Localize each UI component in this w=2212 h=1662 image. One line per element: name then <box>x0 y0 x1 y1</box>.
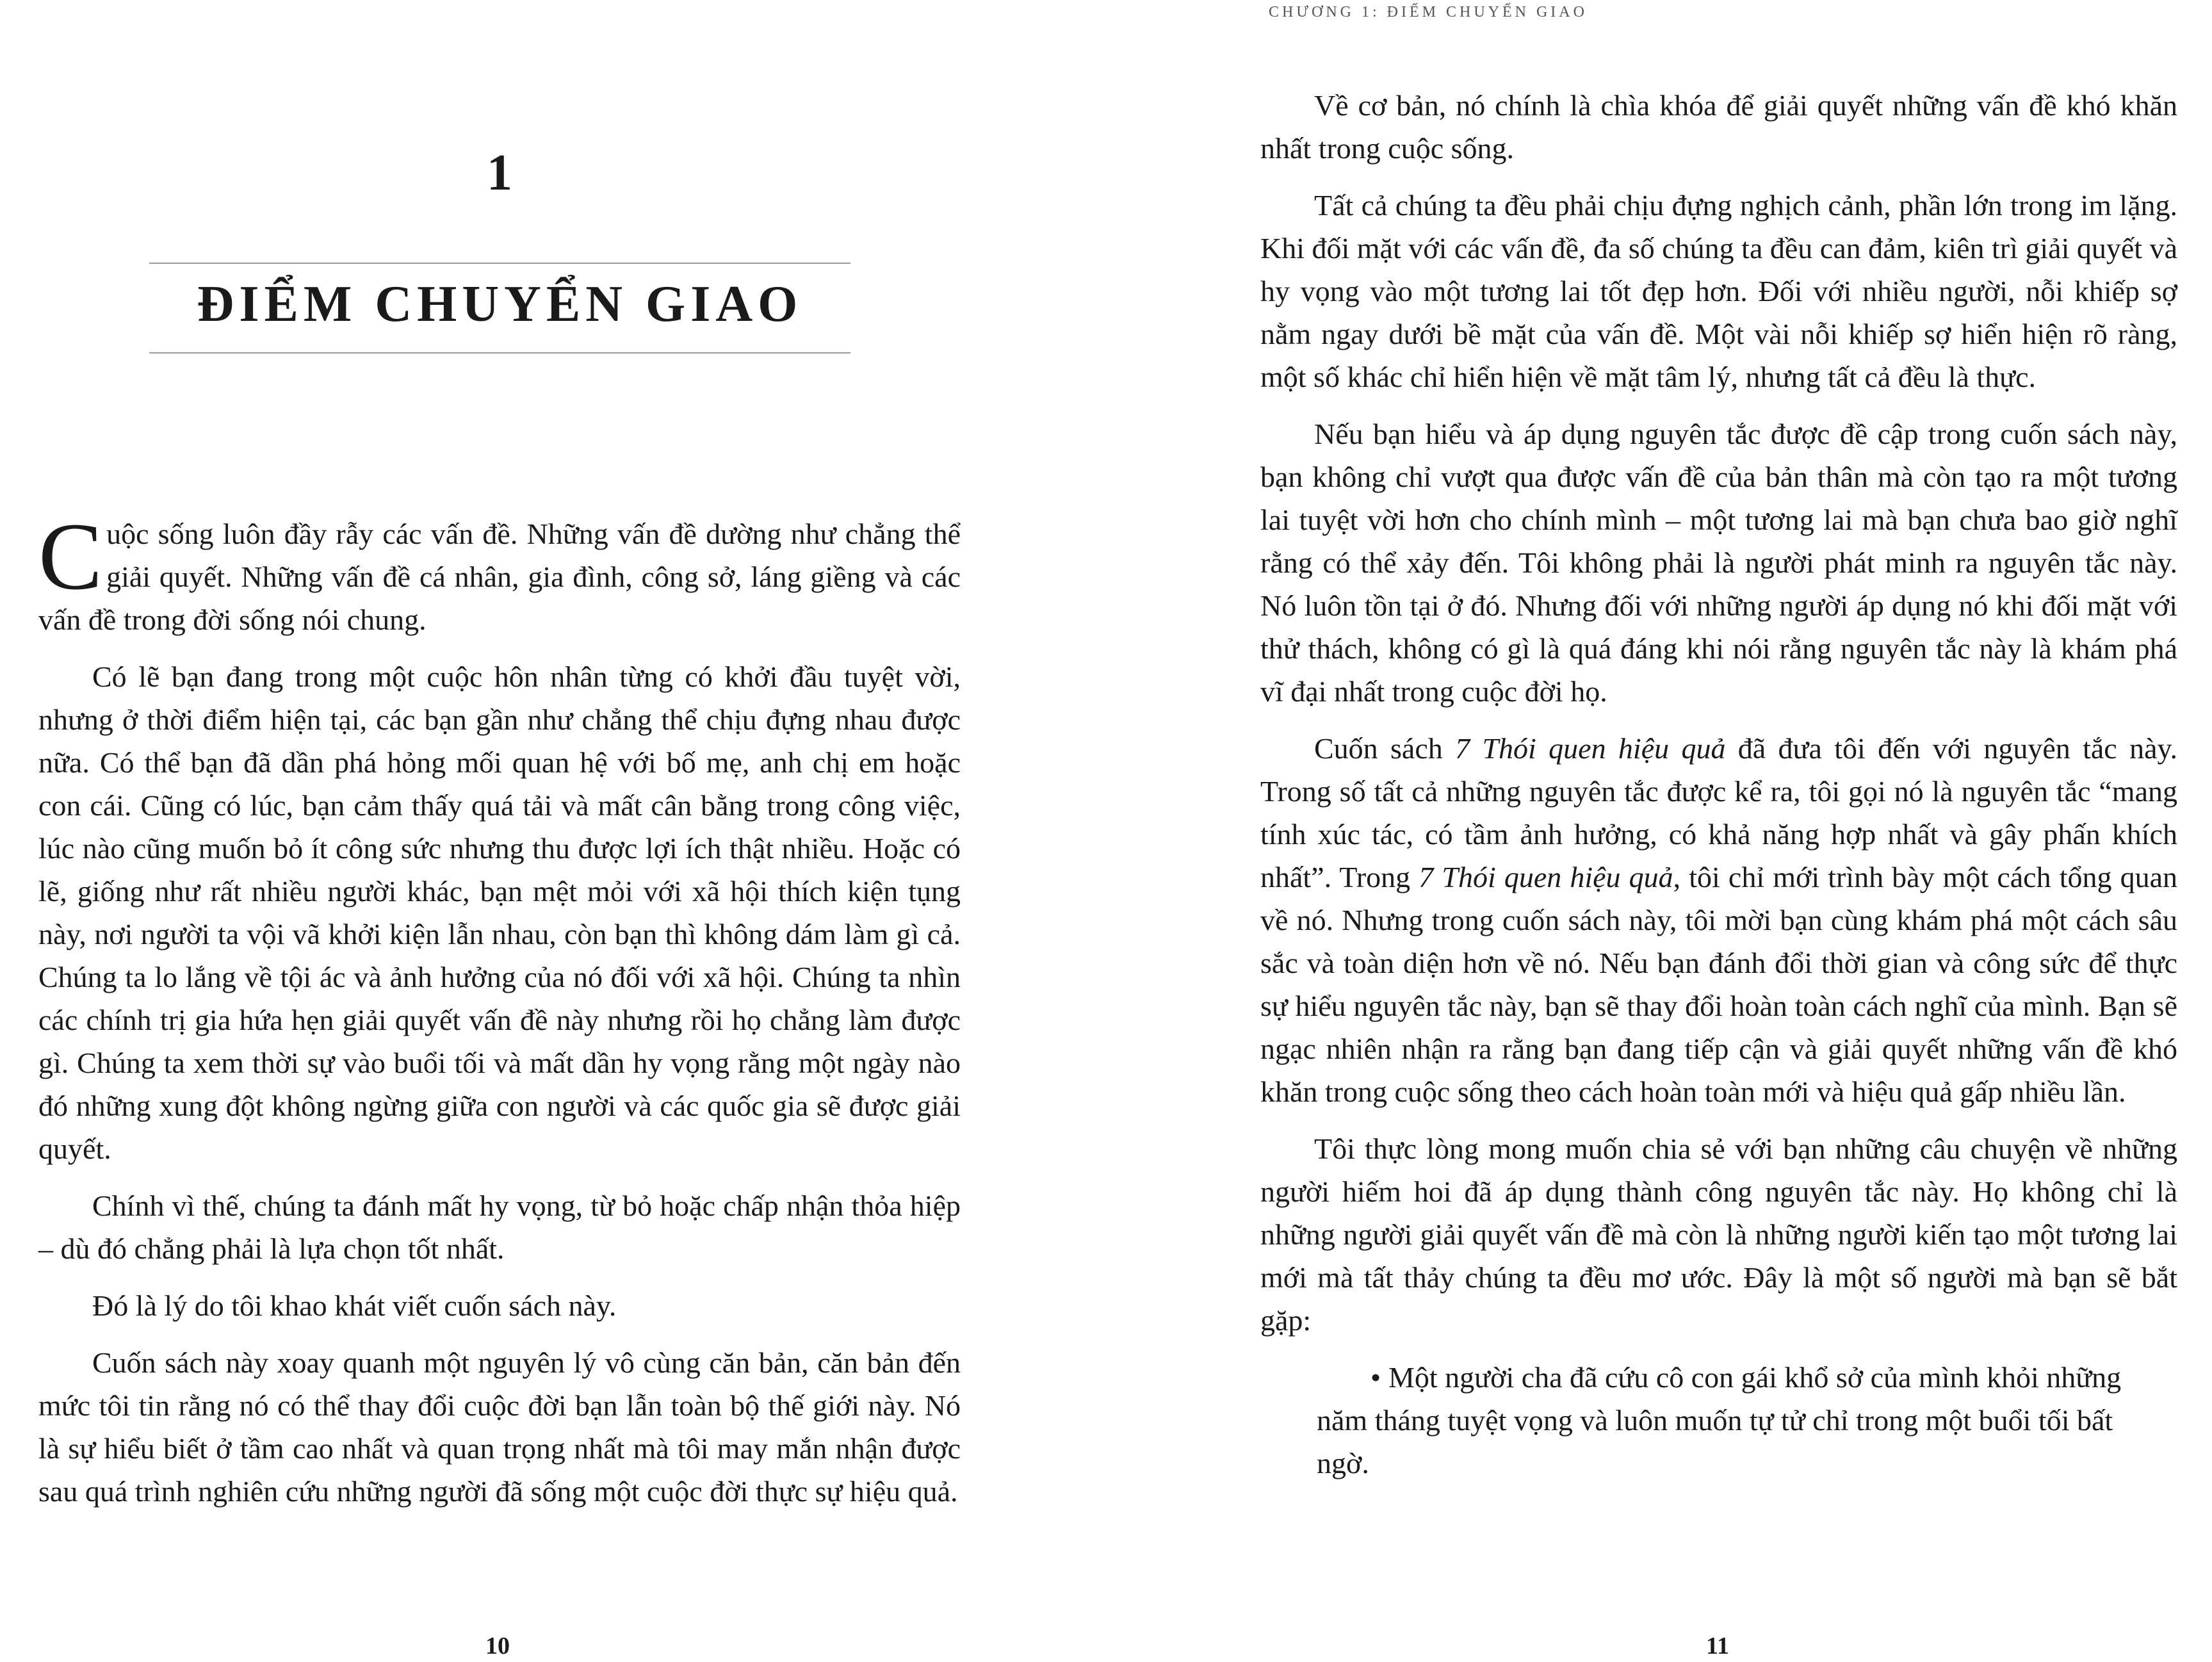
paragraph <box>38 503 961 641</box>
paragraph-text: uộc sống luôn đầy rẫy các vấn đề. Những vấn đề dường như chẳng thể giải quyết. Những vấn đề cá nhân, gia đình, công sở, láng giềng và các vấn đề trong đời sống nói chung. <box>38 517 961 636</box>
paragraph: Chính vì thế, chúng ta đánh mất hy vọng, từ bỏ hoặc chấp nhận thỏa hiệp – dù đó chẳng phải là lựa chọn tốt nhất. <box>38 1189 961 1265</box>
bullet-item <box>1260 1356 2177 1485</box>
paragraph: Đó là lý do tôi khao khát viết cuốn sách này. <box>92 1289 617 1322</box>
book-title: 7 Thói quen hiệu quả <box>1455 732 1726 765</box>
chapter-rule-bottom <box>149 352 850 354</box>
chapter-title: ĐIỂM CHUYỂN GIAO <box>197 276 803 332</box>
paragraph: Cuốn sách này xoay quanh một nguyên lý vô cùng căn bản, căn bản đến mức tôi tin rằng nó có thể thay đổi cuộc đời bạn lẫn toàn bộ thế giới này. Nó là sự hiểu biết ở tầm cao nhất và quan trọng nhất mà tôi may mắn nhận được sau quá trình nghiên cứu những người đã sống một cuộc đời thực sự hiệu quả. <box>38 1346 961 1508</box>
chapter-number: 1 <box>487 145 512 201</box>
page-number-left: 10 <box>485 1633 510 1659</box>
paragraph: Nếu bạn hiểu và áp dụng nguyên tắc được đề cập trong cuốn sách này, bạn không chỉ vượt qua được vấn đề của bản thân mà còn tạo ra một tương lai tuyệt vời hơn cho chính mình – một tương lai mà bạn chưa bao giờ nghĩ rằng có thể xảy đến. Tôi không phải là người phát minh ra nguyên tắc này. Nó luôn tồn tại ở đó. Nhưng đối với những người áp dụng nó khi đối mặt với thử thách, không có gì là quá đáng khi nói rằng nguyên tắc này là khám phá vĩ đại nhất trong cuộc đời họ. <box>1260 418 2177 708</box>
paragraph: Về cơ bản, nó chính là chìa khóa để giải quyết những vấn đề khó khăn nhất trong cuộc sống. <box>1260 89 2177 165</box>
book-title: 7 Thói quen hiệu quả <box>1419 861 1673 893</box>
paragraph: Có lẽ bạn đang trong một cuộc hôn nhân từng có khởi đầu tuyệt vời, nhưng ở thời điểm hiện tại, các bạn gần như chẳng thể chịu đựng nhau được nữa. Có thể bạn đã dần phá hỏng mối quan hệ với bố mẹ, anh chị em hoặc con cái. Cũng có lúc, bạn cảm thấy quá tải và mất cân bằng trong công việc, lúc nào cũng muốn bỏ ít công sức nhưng thu được lợi ích thật nhiều. Hoặc có lẽ, giống như rất nhiều người khác, bạn mệt mỏi với xã hội thích kiện tụng này, nơi người ta vội vã khởi kiện lẫn nhau, còn bạn thì không dám làm gì cả. Chúng ta lo lắng về tội ác và ảnh hưởng của nó đối với xã hội. Chúng ta nhìn các chính trị gia hứa hẹn giải quyết vấn đề này nhưng rồi họ chẳng làm được gì. Chúng ta xem thời sự vào buổi tối và mất dần hy vọng rằng một ngày nào đó những xung đột không ngừng giữa con người và các quốc gia sẽ được giải quyết. <box>38 660 961 1165</box>
chapter-rule-top <box>149 263 850 264</box>
paragraph-text: , tôi chỉ mới trình bày một cách tổng quan về nó. Nhưng trong cuốn sách này, tôi mời bạn cùng khám phá một cách sâu sắc và toàn diện hơn về nó. Nếu bạn đánh đổi thời gian và công sức để thực sự hiểu nguyên tắc này, bạn sẽ thay đổi hoàn toàn cách nghĩ của mình. Bạn sẽ ngạc nhiên nhận ra rằng bạn đang tiếp cận và giải quyết những vấn đề khó khăn trong cuộc sống theo cách hoàn toàn mới và hiệu quả gấp nhiều lần. <box>1260 861 2177 1108</box>
page-number-right: 11 <box>1706 1633 1729 1659</box>
right-body-text <box>1260 84 2177 1499</box>
left-body-text <box>38 503 961 1527</box>
bullet-icon: • <box>1370 1361 1381 1394</box>
bullet-text: Một người cha đã cứu cô con gái khổ sở của mình khỏi những năm tháng tuyệt vọng và luôn muốn tự tử chỉ trong một buổi tối bất ngờ. <box>1317 1361 2122 1479</box>
drop-cap: C <box>38 503 103 610</box>
paragraph: Tất cả chúng ta đều phải chịu đựng nghịch cảnh, phần lớn trong im lặng. Khi đối mặt với các vấn đề, đa số chúng ta đều can đảm, kiên trì giải quyết và hy vọng vào một tương lai tốt đẹp hơn. Đối với nhiều người, nỗi khiếp sợ nằm ngay dưới bề mặt của vấn đề. Một vài nỗi khiếp sợ hiển hiện rõ ràng, một số khác chỉ hiển hiện về mặt tâm lý, nhưng tất cả đều là thực. <box>1260 189 2177 393</box>
paragraph-text: đã đưa tôi đến với nguyên tắc này. Trong số tất cả những nguyên tắc được kể ra, tôi gọi nó là nguyên tắc “mang tính xúc tác, có tầm ảnh hưởng, có khả năng hợp nhất và gây phấn khích nhất”. Trong <box>1260 732 2177 893</box>
paragraph-text: Cuốn sách <box>1314 732 1456 765</box>
running-header: CHƯƠNG 1: ĐIỂM CHUYỂN GIAO <box>1269 4 1588 20</box>
paragraph: Tôi thực lòng mong muốn chia sẻ với bạn những câu chuyện về những người hiếm hoi đã áp dụng thành công nguyên tắc này. Họ không chỉ là những người giải quyết vấn đề mà còn là những người kiến tạo một tương lai mới mà tất thảy chúng ta đều mơ ước. Đây là một số người mà bạn sẽ bắt gặp: <box>1260 1132 2177 1337</box>
paragraph <box>1260 727 2177 1113</box>
